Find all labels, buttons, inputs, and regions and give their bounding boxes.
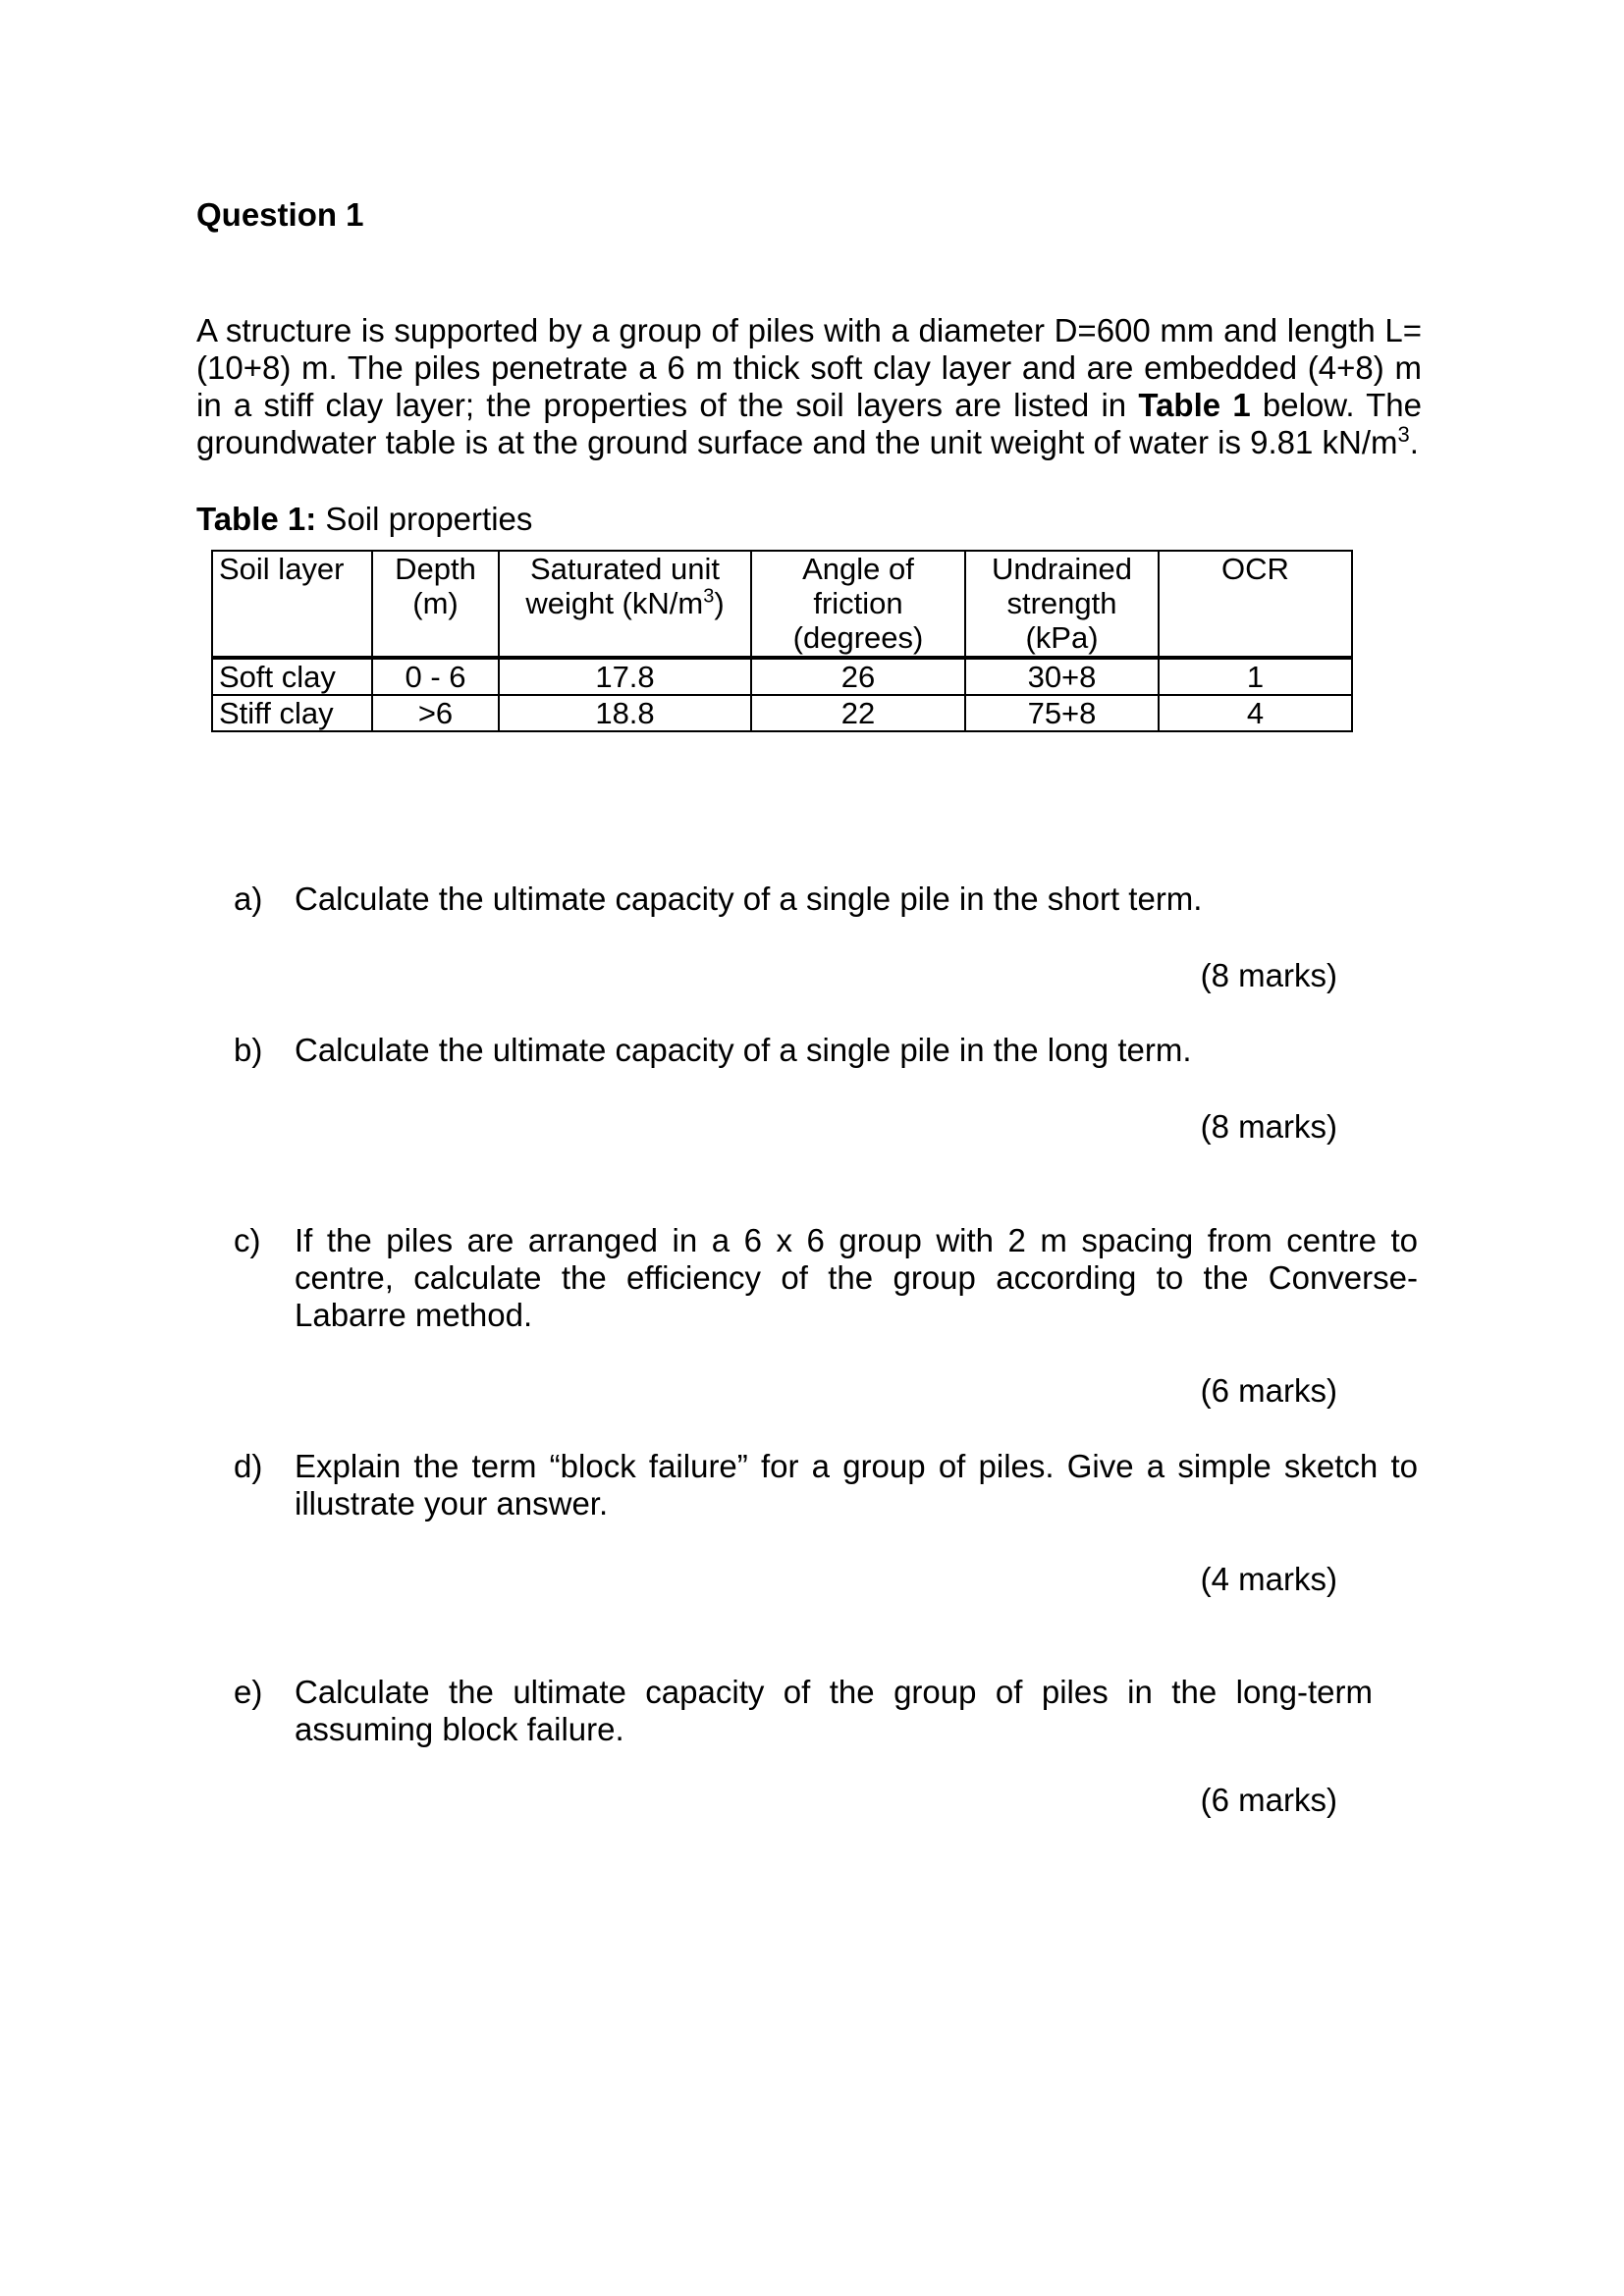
header-soil-layer: Soil layer: [212, 551, 372, 658]
part-text: Calculate the ultimate capacity of a single pile in the long term.: [295, 1032, 1192, 1068]
question-intro: [196, 312, 1422, 461]
marks-label: (4 marks): [1200, 1561, 1337, 1597]
intro-text-1: A structure is supported by a group of piles with a diameter D=600 mm and length L=(10+8) m. The piles penetrate a 6 m thick soft clay layer and are embedded (4+8) m in a stiff clay layer; the properties of the soil layers are listed in: [196, 312, 1422, 423]
table-cell: 26: [751, 658, 965, 695]
table-caption: [196, 501, 532, 538]
table-cell: 0 - 6: [372, 658, 499, 695]
table-header-row: [212, 551, 1352, 658]
part-letter: a): [234, 881, 263, 917]
table-cell: 22: [751, 695, 965, 731]
header-ocr: OCR: [1159, 551, 1352, 658]
table-row: [212, 658, 1352, 695]
table-caption-text: Soil properties: [316, 501, 533, 537]
table-cell: 4: [1159, 695, 1352, 731]
part-text: Calculate the ultimate capacity of the group of piles in the long-term assuming block failure.: [295, 1674, 1373, 1747]
question-title: Question 1: [196, 196, 364, 233]
marks-label: (6 marks): [1200, 1372, 1337, 1409]
header-saturated-unit-weight: [499, 551, 751, 658]
part-text: Explain the term “block failure” for a group of piles. Give a simple sketch to illustrate your answer.: [295, 1448, 1418, 1522]
table-cell: 18.8: [499, 695, 751, 731]
table-cell: >6: [372, 695, 499, 731]
part-letter: c): [234, 1222, 261, 1258]
soil-properties-table: [211, 550, 1353, 732]
marks-label: (8 marks): [1200, 1108, 1337, 1145]
header-angle-of-friction: Angle of friction (degrees): [751, 551, 965, 658]
header-unit-close: ): [714, 586, 725, 620]
header-unit-sup: 3: [703, 585, 715, 608]
question-part-d: [234, 1448, 1418, 1522]
part-text: Calculate the ultimate capacity of a single pile in the short term.: [295, 881, 1203, 917]
part-text: If the piles are arranged in a 6 x 6 group with 2 m spacing from centre to centre, calculate the efficiency of the group according to the Converse-Labarre method.: [295, 1222, 1418, 1333]
intro-table-ref: Table 1: [1138, 387, 1251, 423]
part-letter: d): [234, 1448, 263, 1484]
table-cell: 1: [1159, 658, 1352, 695]
part-letter: e): [234, 1674, 263, 1710]
intro-text-end: .: [1409, 424, 1419, 460]
question-part-e: [234, 1674, 1418, 1748]
table-cell: Stiff clay: [212, 695, 372, 731]
question-part-b: [234, 1032, 1418, 1069]
table-cell: Soft clay: [212, 658, 372, 695]
question-part-c: [234, 1222, 1418, 1334]
intro-text-2: below. The groundwater table is at the ground surface and the unit weight of water is 9.81 kN/m: [196, 387, 1422, 460]
table-cell: 75+8: [965, 695, 1159, 731]
table-cell: 17.8: [499, 658, 751, 695]
question-part-a: [234, 881, 1418, 918]
marks-label: (8 marks): [1200, 957, 1337, 993]
table-cell: 30+8: [965, 658, 1159, 695]
marks-label: (6 marks): [1200, 1782, 1337, 1818]
header-undrained-strength: Undrained strength (kPa): [965, 551, 1159, 658]
header-depth: Depth (m): [372, 551, 499, 658]
header-saturated-unit-weight-text: Saturated unit weight (kN/m: [525, 552, 721, 620]
intro-unit-sup: 3: [1397, 422, 1410, 447]
table-row: [212, 695, 1352, 731]
part-letter: b): [234, 1032, 263, 1068]
table-caption-label: Table 1:: [196, 501, 317, 537]
